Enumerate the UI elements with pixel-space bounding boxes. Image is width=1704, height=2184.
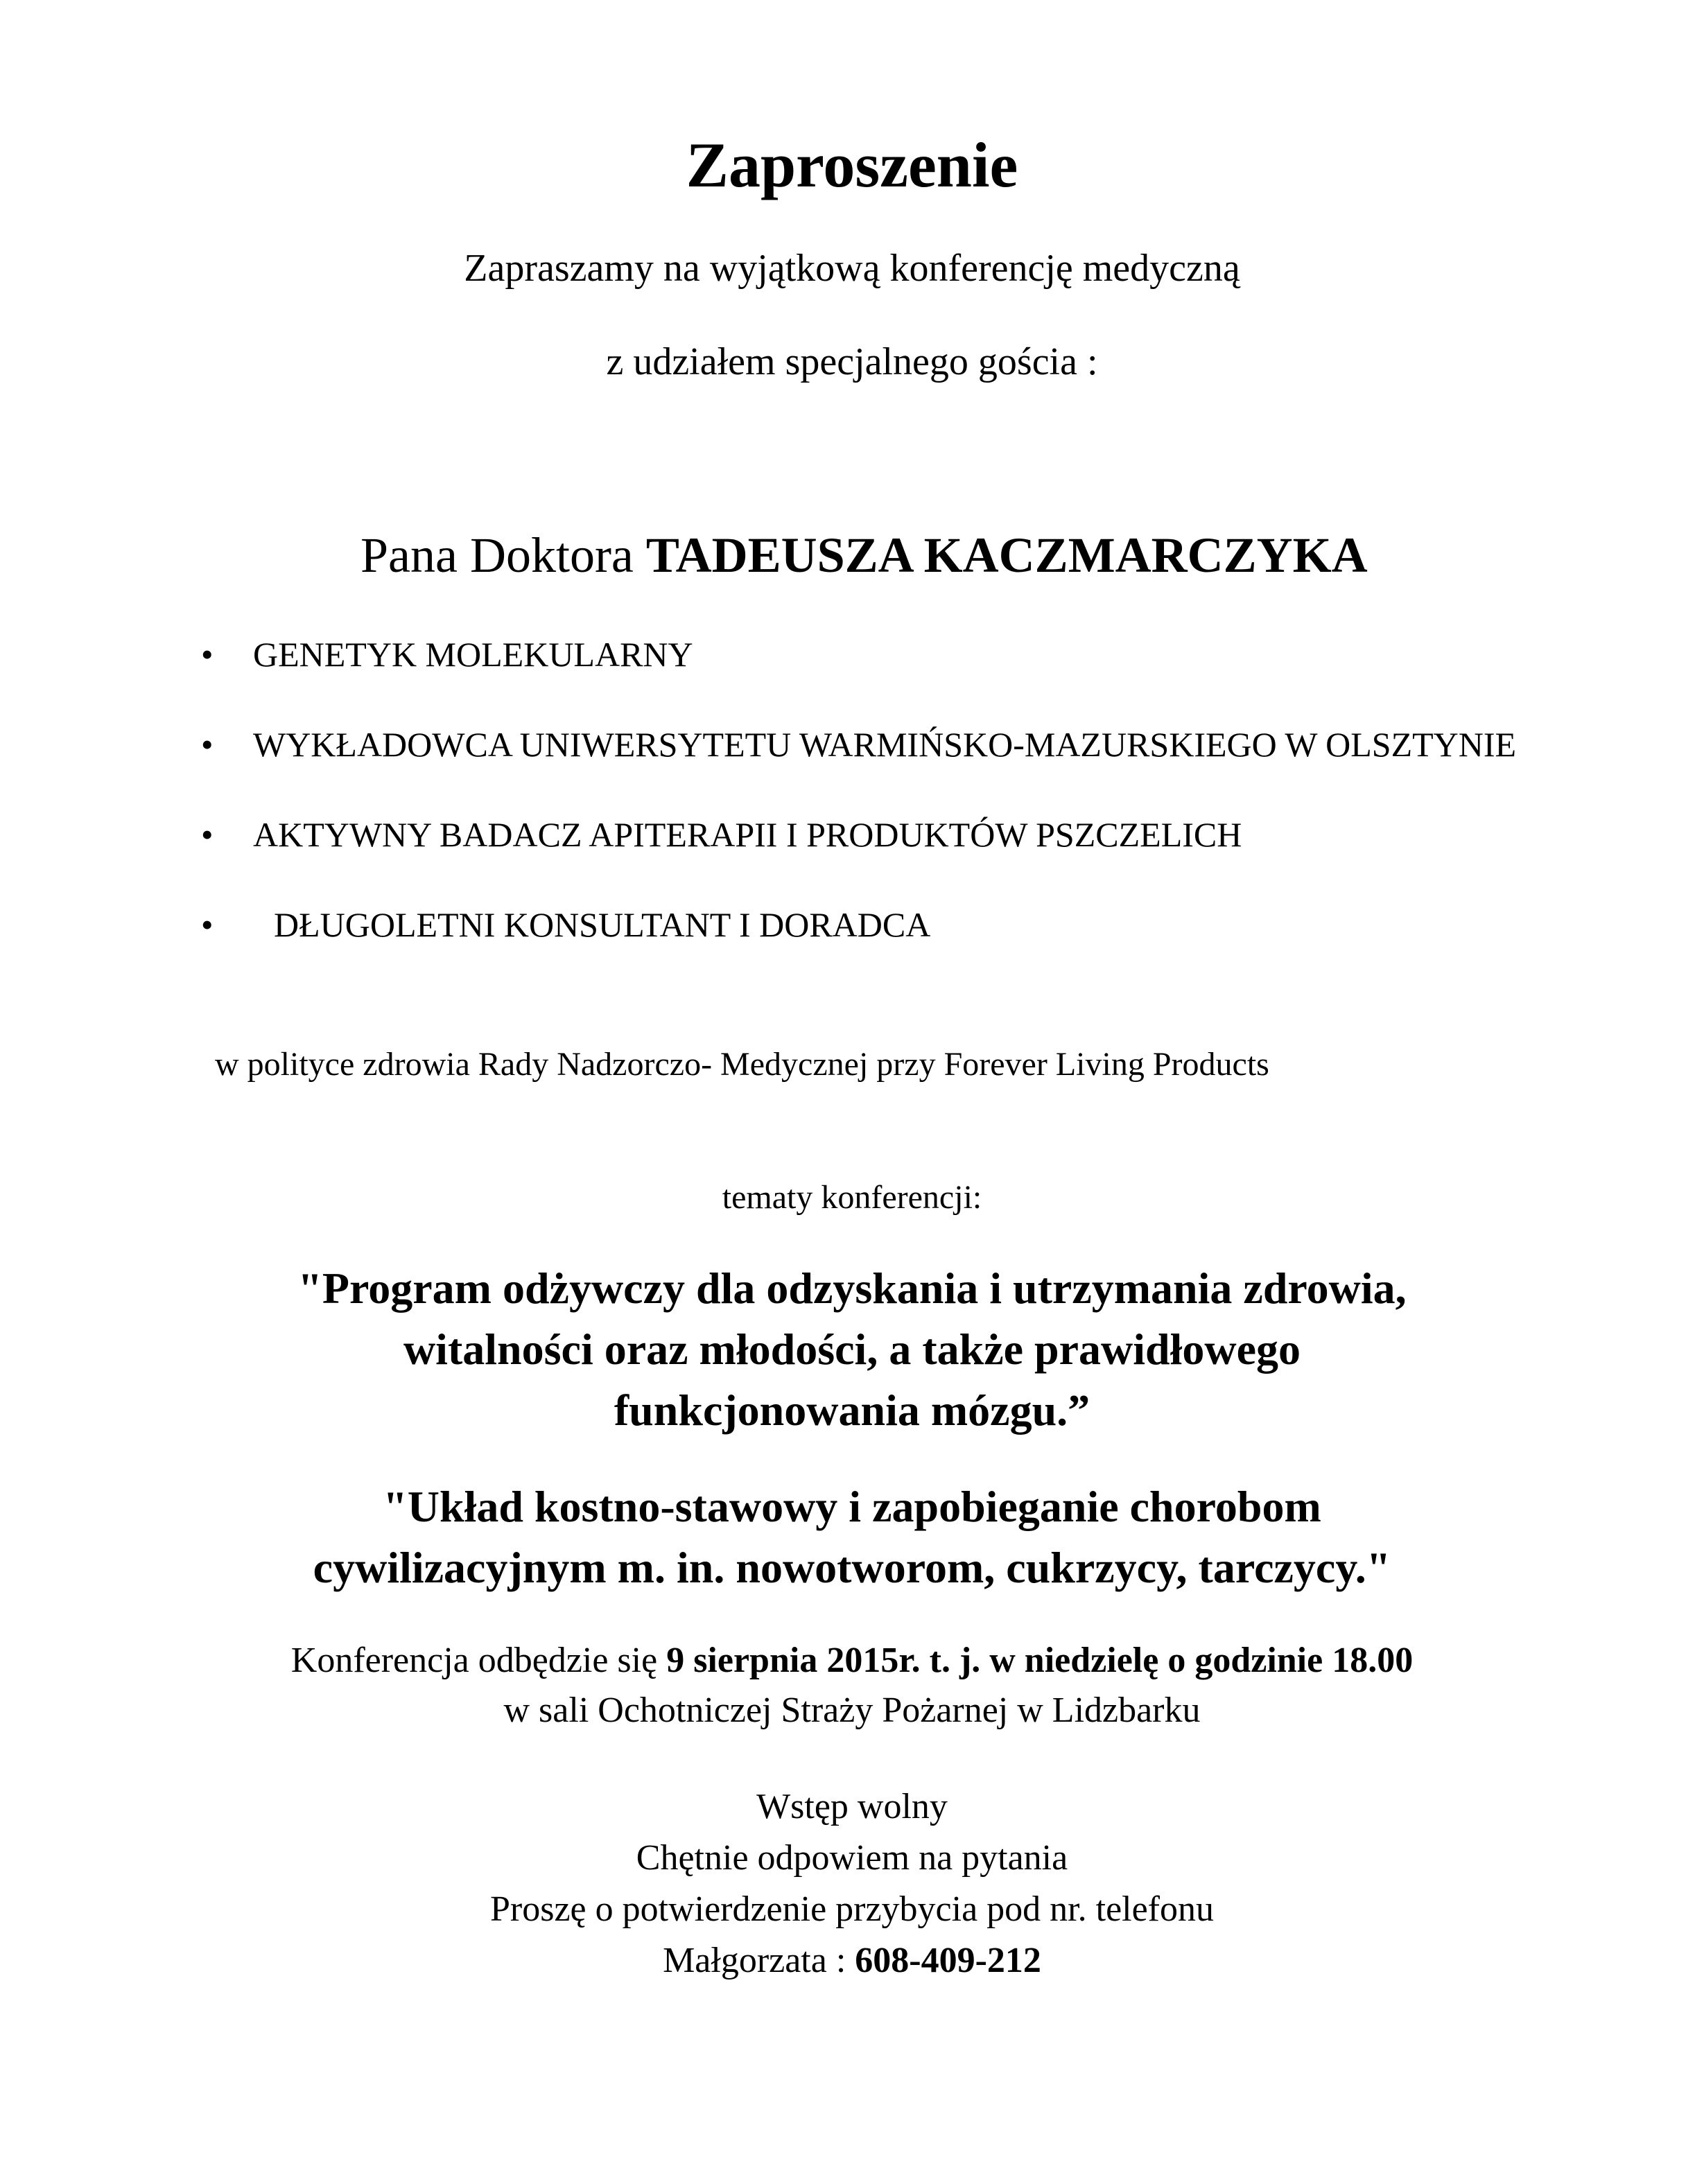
guest-name: TADEUSZA KACZMARCZYKA xyxy=(645,527,1368,583)
event-venue: w sali Ochotniczej Straży Pożarnej w Lidzbarku xyxy=(503,1691,1201,1730)
page-title: Zaproszenie xyxy=(686,130,1018,200)
credential-text: DŁUGOLETNI KONSULTANT I DORADCA xyxy=(274,905,931,944)
entry-info: Wstęp wolny xyxy=(756,1787,948,1826)
credential-text: WYKŁADOWCA UNIWERSYTETU WARMIŃSKO-MAZURSKIEGO W OLSZTYNIE xyxy=(253,725,1517,764)
contact-block xyxy=(0,1781,1704,1986)
intro-line-1: Zapraszamy na wyjątkową konferencję medyczną xyxy=(464,247,1240,290)
topic-1-line-1: "Program odżywczy dla odzyskania i utrzymania zdrowia, xyxy=(297,1264,1407,1313)
topic-2-line-1: "Układ kostno-stawowy i zapobieganie chorobom xyxy=(383,1482,1321,1531)
list-item xyxy=(201,901,1518,948)
list-item xyxy=(201,721,1518,768)
topic-1 xyxy=(0,1258,1704,1441)
credential-text: GENETYK MOLEKULARNY xyxy=(253,635,693,674)
questions-info: Chętnie odpowiem na pytania xyxy=(636,1838,1068,1878)
topic-1-line-2: witalności oraz młodości, a także prawidłowego xyxy=(403,1325,1301,1374)
confirm-info: Proszę o potwierdzenie przybycia pod nr. telefonu xyxy=(490,1889,1214,1929)
credential-text: AKTYWNY BADACZ APITERAPII I PRODUKTÓW PSZCZELICH xyxy=(253,815,1242,854)
intro-line-2: z udziałem specjalnego gościa : xyxy=(606,340,1098,383)
contact-phone: 608-409-212 xyxy=(855,1941,1041,1980)
guest-name-line xyxy=(360,527,1368,584)
topics-label: tematy konferencji: xyxy=(722,1179,982,1216)
event-info xyxy=(0,1636,1704,1736)
policy-line: w polityce zdrowia Rady Nadzorczo- Medycznej przy Forever Living Products xyxy=(215,1046,1269,1083)
bullet-icon: • xyxy=(201,815,214,854)
event-date-line xyxy=(0,1636,1704,1686)
guest-credentials-list xyxy=(201,631,1518,948)
contact-name: Małgorzata : xyxy=(663,1941,855,1980)
list-item xyxy=(201,811,1518,858)
bullet-icon: • xyxy=(201,635,214,674)
event-date-prefix: Konferencja odbędzie się xyxy=(290,1641,667,1680)
list-item xyxy=(201,631,1518,678)
topic-2-line-2: cywilizacyjnym m. in. nowotworom, cukrzycy, tarczycy." xyxy=(313,1543,1391,1592)
bullet-icon: • xyxy=(201,725,214,764)
bullet-icon: • xyxy=(201,905,214,944)
topic-2 xyxy=(0,1476,1704,1598)
event-date: 9 sierpnia 2015r. t. j. w niedzielę o godzinie 18.00 xyxy=(666,1641,1414,1680)
topic-1-line-3: funkcjonowania mózgu.” xyxy=(614,1386,1090,1435)
guest-prefix: Pana Doktora xyxy=(360,527,634,583)
contact-phone-line xyxy=(0,1935,1704,1986)
